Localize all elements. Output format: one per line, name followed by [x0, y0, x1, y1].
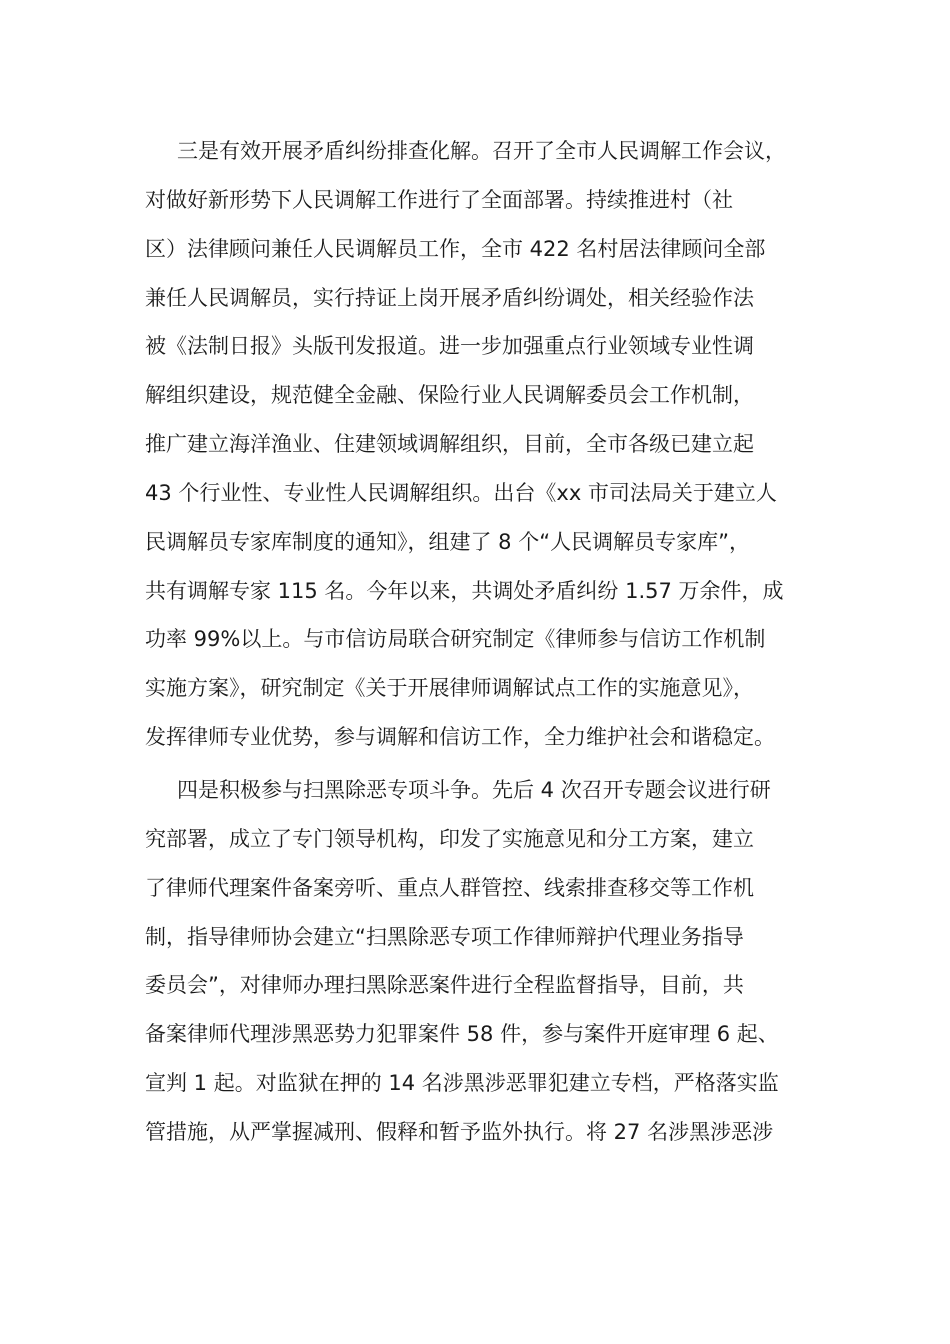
paragraph-line: 兼任人民调解员，实行持证上岗开展矛盾纠纷调处，相关经验作法 [145, 285, 754, 310]
paragraph-line: 对做好新形势下人民调解工作进行了全面部署。持续推进村（社 [145, 187, 733, 212]
paragraph-line: 推广建立海洋渔业、住建领域调解组织，目前，全市各级已建立起 [145, 432, 754, 457]
paragraph-line: 43 个行业性、专业性人民调解组织。出台《xx 市司法局关于建立人 [145, 480, 777, 505]
paragraph-line: 了律师代理案件备案旁听、重点人群管控、线索排查移交等工作机 [145, 875, 754, 900]
paragraph-line: 共有调解专家 115 名。今年以来，共调处矛盾纠纷 1.57 万余件，成 [145, 578, 784, 603]
paragraph-line: 发挥律师专业优势，参与调解和信访工作，全力维护社会和谐稳定。 [145, 725, 775, 750]
paragraph-line: 区）法律顾问兼任人民调解员工作，全市 422 名村居法律顾问全部 [145, 236, 766, 261]
paragraph-line: 功率 99%以上。与市信访局联合研究制定《律师参与信访工作机制 [145, 627, 766, 652]
paragraph-line: 委员会”，对律师办理扫黑除恶案件进行全程监督指导，目前，共 [145, 973, 744, 998]
paragraph-anti-crime [145, 766, 815, 1157]
paragraph-line: 宣判 1 起。对监狱在押的 14 名涉黑涉恶罪犯建立专档，严格落实监 [145, 1071, 779, 1096]
paragraph-line: 制，指导律师协会建立“扫黑除恶专项工作律师辩护代理业务指导 [145, 924, 744, 949]
paragraph-line: 解组织建设，规范健全金融、保险行业人民调解委员会工作机制， [145, 383, 754, 408]
document-body [145, 127, 815, 1157]
paragraph-mediation [145, 127, 815, 762]
paragraph-line: 四是积极参与扫黑除恶专项斗争。先后 4 次召开专题会议进行研 [177, 777, 771, 802]
paragraph-line: 被《法制日报》头版刊发报道。进一步加强重点行业领域专业性调 [145, 334, 754, 359]
paragraph-line: 究部署，成立了专门领导机构，印发了实施意见和分工方案，建立 [145, 826, 754, 851]
paragraph-line: 三是有效开展矛盾纠纷排查化解。召开了全市人民调解工作会议， [177, 139, 786, 163]
paragraph-line: 民调解员专家库制度的通知》，组建了 8 个“人民调解员专家库”， [145, 529, 750, 554]
paragraph-line: 管措施，从严掌握减刑、假释和暂予监外执行。将 27 名涉黑涉恶涉 [145, 1119, 774, 1144]
paragraph-line: 实施方案》，研究制定《关于开展律师调解试点工作的实施意见》， [145, 676, 754, 701]
paragraph-line: 备案律师代理涉黑恶势力犯罪案件 58 件，参与案件开庭审理 6 起、 [145, 1022, 779, 1047]
